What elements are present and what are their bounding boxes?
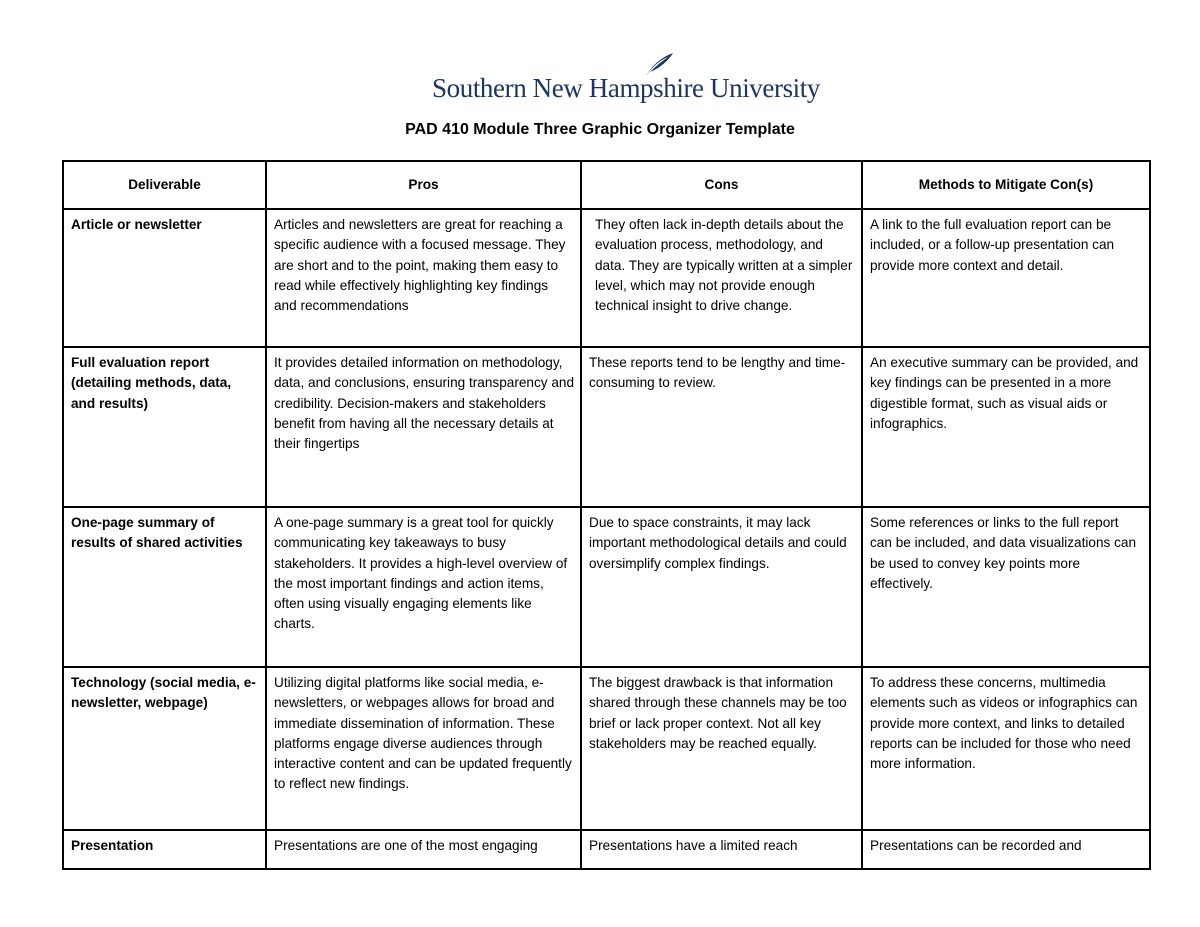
table-row: [63, 830, 1150, 869]
pros-cell: A one-page summary is a great tool for quickly communicating key takeaways to busy stakeholders. It provides a high-level overview of the most important findings and action items, often using visually engaging elements like charts.: [266, 507, 581, 667]
cons-cell: These reports tend to be lengthy and time-consuming to review.: [581, 347, 862, 507]
table-row: [63, 667, 1150, 830]
university-logo: [432, 52, 820, 104]
pros-cell: It provides detailed information on methodology, data, and conclusions, ensuring transparency and credibility. Decision-makers and stakeholders benefit from having all the necessary details at their fingertips: [266, 347, 581, 507]
column-header-mitigate: Methods to Mitigate Con(s): [862, 161, 1150, 209]
deliverable-cell: One-page summary of results of shared activities: [63, 507, 266, 667]
table-header-row: [63, 161, 1150, 209]
deliverable-cell: Article or newsletter: [63, 209, 266, 347]
column-header-deliverable: Deliverable: [63, 161, 266, 209]
column-header-cons: Cons: [581, 161, 862, 209]
column-header-pros: Pros: [266, 161, 581, 209]
mitigate-cell: Presentations can be recorded and: [862, 830, 1150, 869]
page-title: PAD 410 Module Three Graphic Organizer Template: [405, 121, 795, 138]
mitigate-cell: A link to the full evaluation report can be included, or a follow-up presentation can provide more context and detail.: [862, 209, 1150, 347]
pros-cell: Presentations are one of the most engaging: [266, 830, 581, 869]
mitigate-cell: To address these concerns, multimedia elements such as videos or infographics can provide more context, and links to detailed reports can be included for those who need more information.: [862, 667, 1150, 830]
deliverable-cell: Full evaluation report (detailing methods, data, and results): [63, 347, 266, 507]
pros-cell: Utilizing digital platforms like social media, e-newsletters, or webpages allows for broad and immediate dissemination of information. These platforms engage diverse audiences through interactive content and can be updated frequently to reflect new findings.: [266, 667, 581, 830]
deliverable-cell: Presentation: [63, 830, 266, 869]
cons-cell: They often lack in-depth details about the evaluation process, methodology, and data. They are typically written at a simpler level, which may not provide enough technical insight to drive change.: [581, 209, 862, 347]
logo-text: Southern New Hampshire University: [432, 73, 820, 103]
table-row: [63, 347, 1150, 507]
cons-cell: The biggest drawback is that information shared through these channels may be too brief or lack proper context. Not all key stakeholders may be reached equally.: [581, 667, 862, 830]
mitigate-cell: Some references or links to the full report can be included, and data visualizations can be used to convey key points more effectively.: [862, 507, 1150, 667]
mitigate-cell: An executive summary can be provided, and key findings can be presented in a more digestible format, such as visual aids or infographics.: [862, 347, 1150, 507]
cons-cell: Due to space constraints, it may lack important methodological details and could oversimplify complex findings.: [581, 507, 862, 667]
pros-cell: Articles and newsletters are great for reaching a specific audience with a focused message. They are short and to the point, making them easy to read while effectively highlighting key findings and recommendations: [266, 209, 581, 347]
deliverable-cell: Technology (social media, e-newsletter, webpage): [63, 667, 266, 830]
cons-cell: Presentations have a limited reach: [581, 830, 862, 869]
table-row: [63, 209, 1150, 347]
table-row: [63, 507, 1150, 667]
graphic-organizer-table: [62, 160, 1151, 870]
